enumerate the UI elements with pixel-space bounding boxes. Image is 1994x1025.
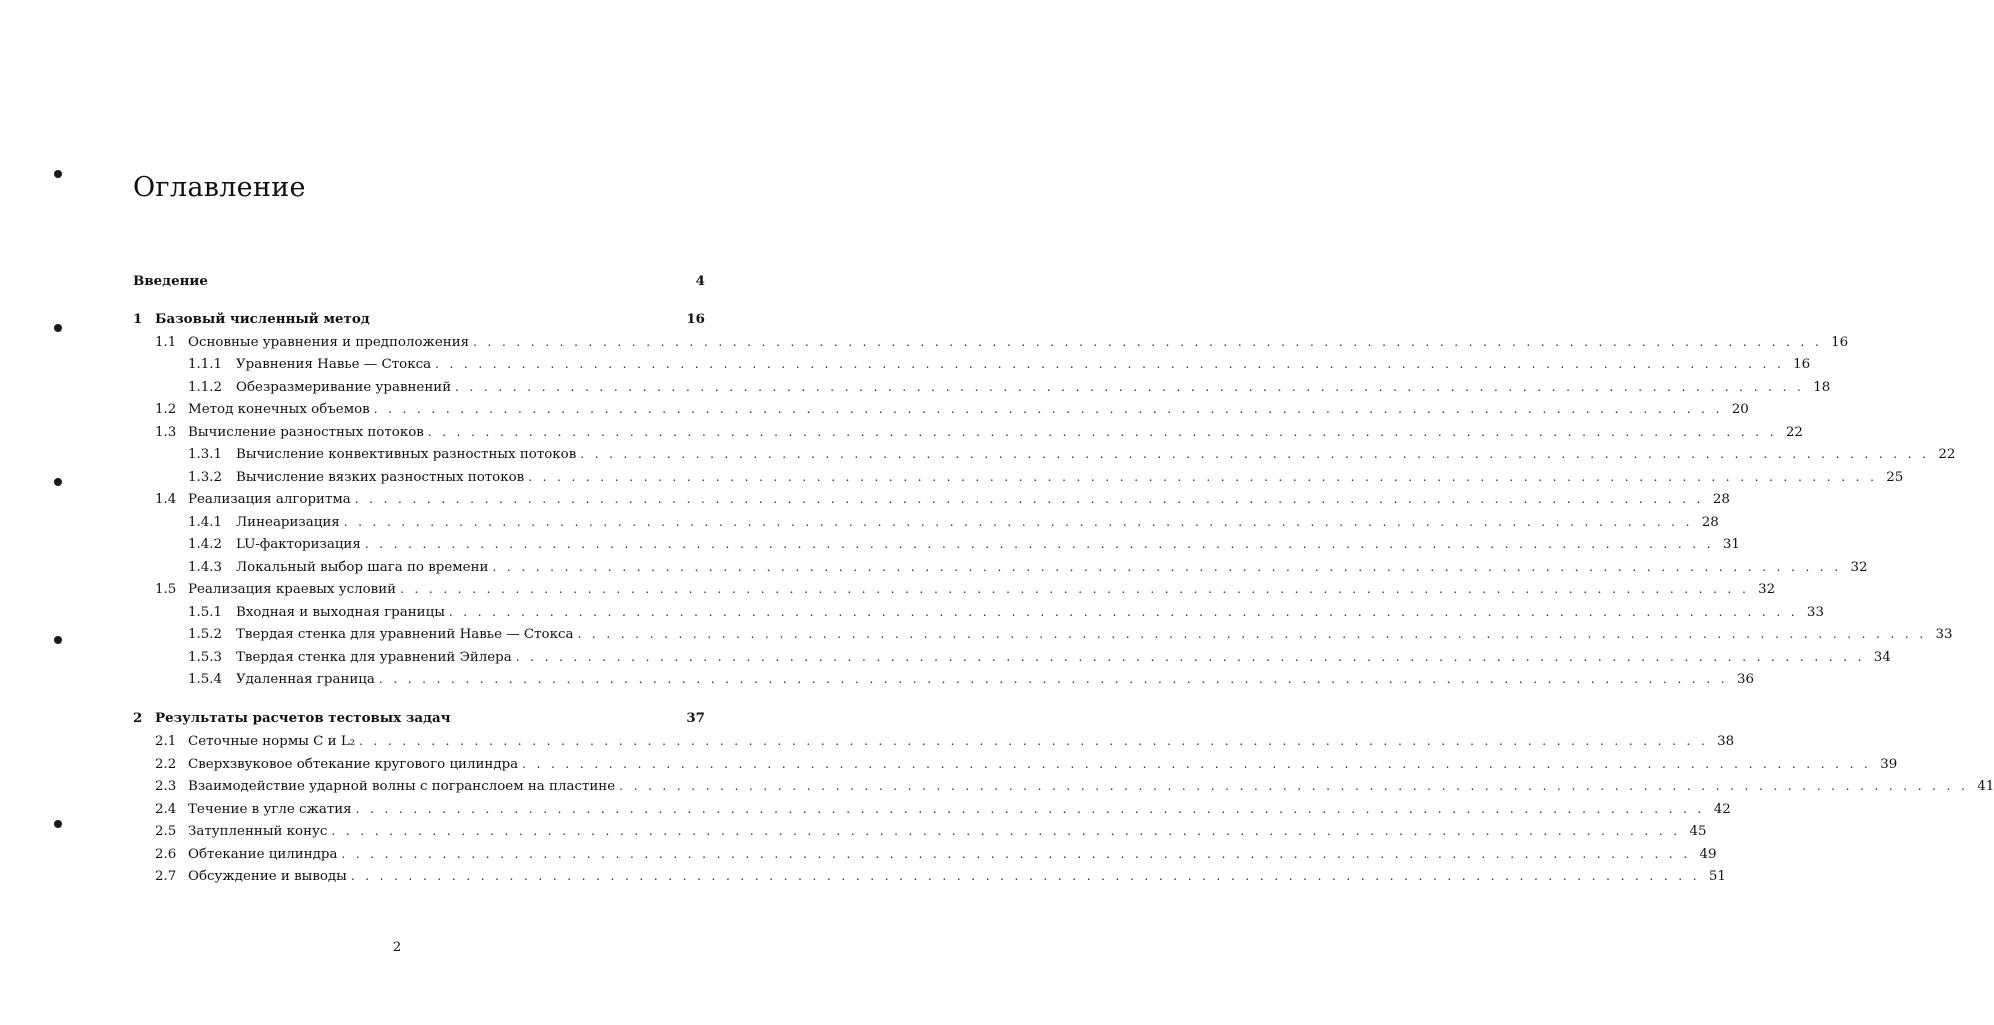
dot-leader [492,556,1841,578]
toc-entry-number: 1.4.3 [188,559,223,575]
toc-entry-label: Обтекание цилиндра [188,846,338,862]
toc-subsection-1-3-1[interactable] [133,443,1956,465]
dot-leader [435,353,1784,375]
toc-page-number: 49 [1699,846,1717,862]
toc-section-2-3[interactable] [133,775,1994,797]
dot-leader [516,646,1865,668]
dot-leader [449,601,1798,623]
toc-page-number: 18 [1813,379,1831,395]
toc-entry-number: 2.7 [155,869,177,884]
dot-leader [528,466,1877,488]
toc-entry-number: 1 [133,311,143,327]
toc-section-2-2[interactable] [133,753,1898,775]
toc-entry-label: Реализация краевых условий [188,582,397,597]
toc-page-number: 4 [695,273,705,289]
toc-subsection-1-1-2[interactable] [133,376,1831,398]
toc-entry-number: 1.5 [155,582,177,597]
toc-entry-number: 1.3.1 [188,447,223,462]
toc-entry-label: Базовый численный метод [155,311,370,327]
toc-entry-label: Реализация алгоритма [188,492,351,507]
toc-entry-number: 1.1.1 [188,357,223,372]
toc-page-number: 51 [1708,869,1726,884]
dot-leader [355,488,1704,510]
toc-entry-number: 2.1 [155,734,177,749]
binder-hole [54,820,62,828]
binder-hole [54,170,62,178]
toc-section-1-1[interactable] [133,331,1849,353]
dot-leader [619,775,1968,797]
toc-entry-label: Основные уравнения и предположения [188,334,470,350]
toc-page-number: 16 [1793,357,1811,372]
dot-leader [580,443,1929,465]
toc-entry-number: 1.4.1 [188,514,223,530]
toc-section-1-3[interactable] [133,421,1803,443]
toc-page-number: 38 [1717,734,1735,749]
toc-section-2-4[interactable] [133,798,1731,820]
toc-entry-label: Вычисление конвективных разностных потоков [236,447,577,462]
toc-entry-number: 2 [133,710,143,726]
dot-leader [365,533,1714,555]
toc-entry-label: Вычисление вязких разностных потоков [236,469,525,485]
toc-page-number: 32 [1758,582,1776,597]
toc-entry-label: Входная и выходная границы [236,604,445,620]
toc-subsection-1-4-2[interactable] [133,533,1740,555]
toc-page-number: 33 [1806,604,1824,620]
toc-chapter-2[interactable] [133,707,705,729]
toc-entry-number: 2.4 [155,801,177,817]
toc-entry-label: Локальный выбор шага по времени [236,559,489,575]
dot-leader [331,820,1680,842]
dot-leader [522,753,1871,775]
toc-section-1-4[interactable] [133,488,1730,510]
toc-page-number: 39 [1880,756,1898,772]
dot-leader [344,511,1693,533]
toc-entry-number: 1.3.2 [188,469,223,485]
toc-entry-label: Введение [133,273,208,289]
dot-leader [351,865,1700,887]
toc-entry-number: 1.5.1 [188,604,223,620]
toc-subsection-1-5-2[interactable] [133,623,1953,645]
toc-entry-number: 1.3 [155,424,177,440]
binder-hole [54,324,62,332]
page-number: 2 [392,940,402,955]
toc-entry-introduction[interactable] [133,270,705,292]
toc-entry-number: 2.5 [155,824,177,839]
toc-entry-number: 1.1.2 [188,379,223,395]
dot-leader [356,798,1705,820]
toc-section-1-5[interactable] [133,578,1776,600]
page-title: Оглавление [133,172,306,203]
toc-page-number: 31 [1722,537,1740,552]
toc-page-number: 22 [1785,424,1803,440]
toc-page-number: 37 [686,710,705,726]
toc-section-2-1[interactable] [133,730,1735,752]
toc-subsection-1-4-1[interactable] [133,511,1719,533]
toc-entry-label: LU-факторизация [236,537,361,552]
toc-subsection-1-4-3[interactable] [133,556,1868,578]
toc-page-number: 28 [1712,492,1730,507]
dot-leader [374,398,1723,420]
toc-page-number: 16 [686,311,705,327]
toc-subsection-1-5-4[interactable] [133,668,1754,690]
dot-leader [473,331,1822,353]
toc-section-2-5[interactable] [133,820,1707,842]
toc-entry-number: 2.2 [155,756,177,772]
toc-entry-label: Обсуждение и выводы [188,869,347,884]
toc-entry-number: 1.2 [155,402,177,417]
toc-subsection-1-5-1[interactable] [133,601,1824,623]
dot-leader [400,578,1749,600]
binder-hole [54,478,62,486]
toc-entry-number: 2.3 [155,779,177,794]
binder-hole [54,636,62,644]
toc-page-number: 36 [1736,672,1754,687]
toc-page-number: 42 [1713,801,1731,817]
toc-entry-number: 1.4 [155,492,177,507]
dot-leader [359,730,1708,752]
toc-entry-label: Вычисление разностных потоков [188,424,424,440]
toc-entry-number: 1.5.2 [188,627,223,642]
dot-leader [455,376,1804,398]
toc-entry-label: Метод конечных объемов [188,402,370,417]
toc-page-number: 45 [1689,824,1707,839]
toc-entry-number: 1.1 [155,334,177,350]
toc-entry-number: 1.5.4 [188,672,223,687]
toc-entry-number: 1.4.2 [188,537,223,552]
toc-entry-label: Затупленный конус [188,824,328,839]
toc-entry-label: Твердая стенка для уравнений Навье — Стокса [236,627,574,642]
toc-entry-label: Течение в угле сжатия [188,801,352,817]
toc-page-number: 25 [1886,469,1904,485]
toc-entry-label: Линеаризация [236,514,340,530]
toc-entry-number: 2.6 [155,846,177,862]
toc-entry-label: Твердая стенка для уравнений Эйлера [236,649,512,665]
toc-entry-number: 1.5.3 [188,649,223,665]
toc-entry-label: Удаленная граница [236,672,375,687]
toc-page-number: 41 [1977,779,1994,794]
toc-entry-label: Уравнения Навье — Стокса [236,357,432,372]
toc-page-number: 34 [1873,649,1891,665]
toc-entry-label: Сверхзвуковое обтекание кругового цилиндра [188,756,519,772]
toc-entry-label: Результаты расчетов тестовых задач [155,710,451,726]
toc-section-2-7[interactable] [133,865,1726,887]
toc-page-number: 33 [1935,627,1953,642]
toc-entry-label: Обезразмеривание уравнений [236,379,452,395]
toc-page-number: 28 [1701,514,1719,530]
toc-subsection-1-5-3[interactable] [133,646,1891,668]
toc-subsection-1-3-2[interactable] [133,466,1904,488]
dot-leader [428,421,1777,443]
toc-chapter-1[interactable] [133,308,705,330]
toc-page-number: 22 [1938,447,1956,462]
toc-page-number: 16 [1831,334,1849,350]
toc-subsection-1-1-1[interactable] [133,353,1811,375]
toc-page-number: 32 [1850,559,1868,575]
toc-section-2-6[interactable] [133,843,1717,865]
toc-entry-label: Взаимодействие ударной волны с погранслоем на пластине [188,779,616,794]
dot-leader [577,623,1926,645]
toc-section-1-2[interactable] [133,398,1749,420]
dot-leader [379,668,1728,690]
toc-entry-label: Сеточные нормы C и L₂ [188,734,356,749]
dot-leader [341,843,1690,865]
toc-page-number: 20 [1731,402,1749,417]
